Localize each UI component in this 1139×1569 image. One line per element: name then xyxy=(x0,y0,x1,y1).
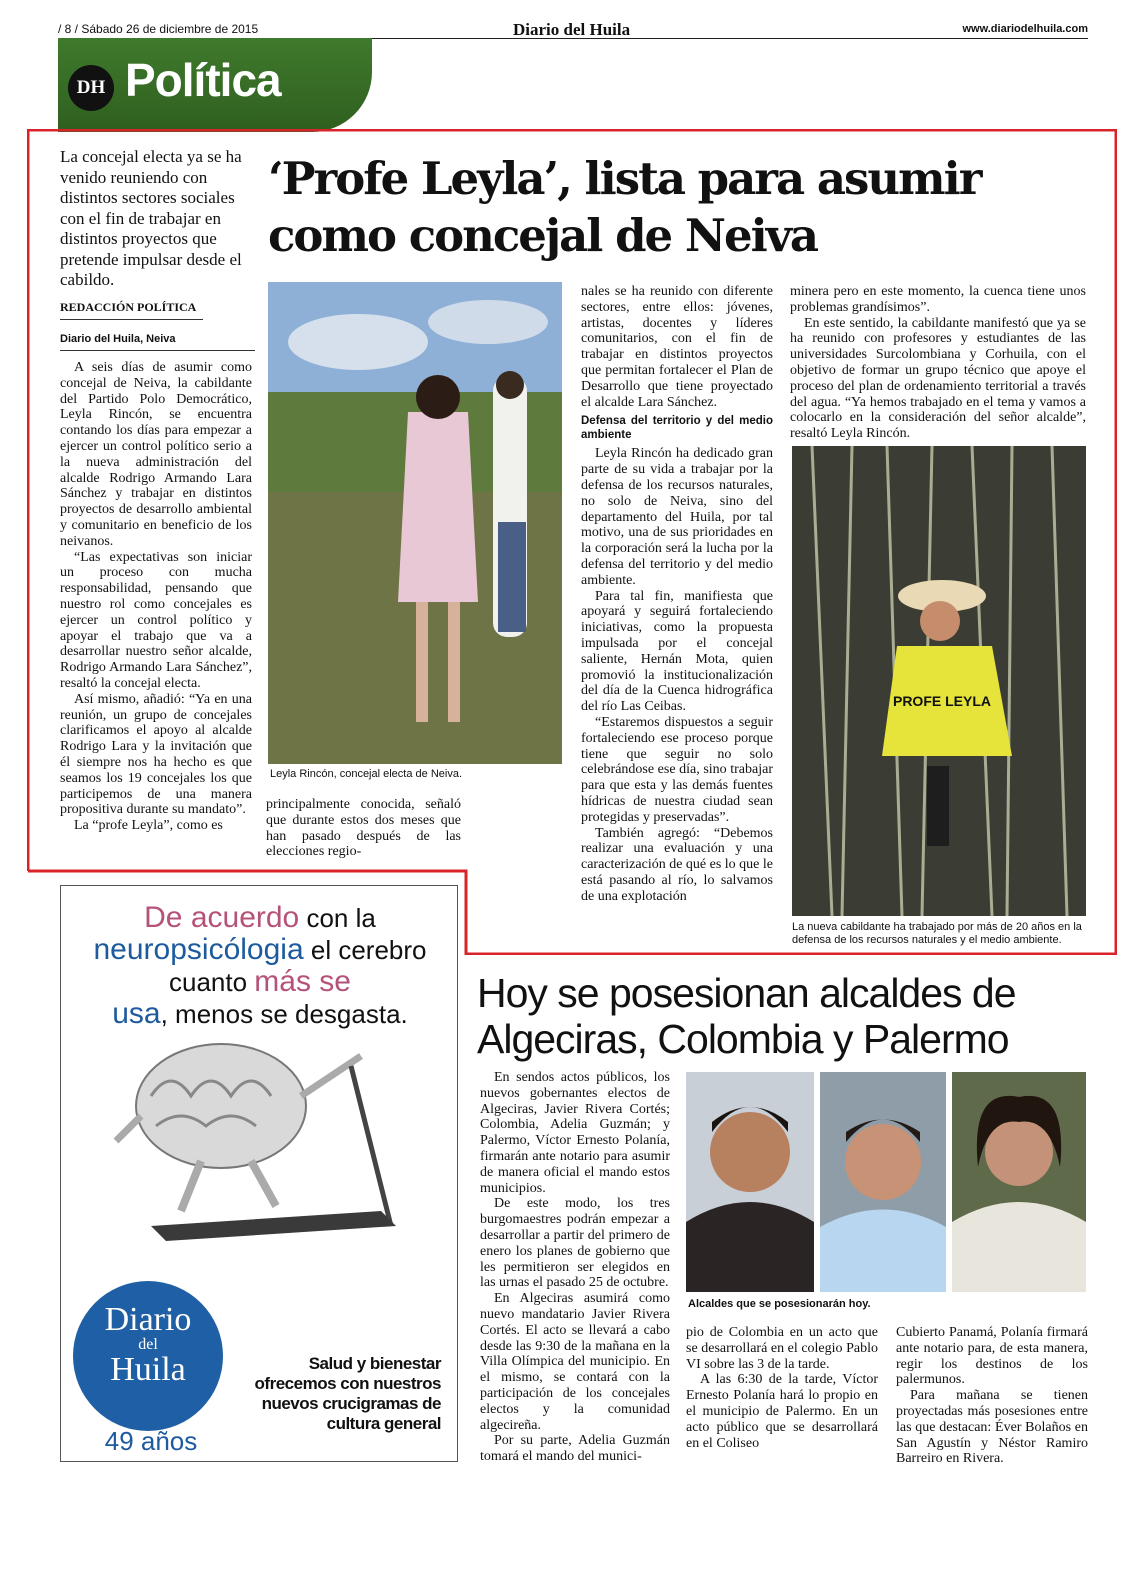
photo-illustration xyxy=(792,446,1086,916)
paragraph: De este modo, los tres burgomaestres podrán empezar a desarrollar a partir del primero de enero los planes de gobierno que les permitieron ser elegidos en las urnas el pasado 25 de octubre. xyxy=(480,1196,670,1291)
mayors-photos xyxy=(686,1072,1086,1292)
dateline: Diario del Huila, Neiva xyxy=(60,333,255,351)
paragraph: Para mañana se tienen proyectadas más posesiones entre las que destacan: Éver Bolaños en San Agustín y Néstor Ramiro Barreiro en Rivera. xyxy=(896,1388,1088,1467)
byline: REDACCIÓN POLÍTICA xyxy=(60,300,203,320)
ad-slogan-part: más se xyxy=(254,965,351,998)
website-link[interactable]: www.diariodelhuila.com xyxy=(962,23,1088,35)
paragraph: “Estaremos dispuestos a seguir fortaleciendo ese proceso porque tiene que seguir no solo celebrándose ese día, sino trabajar para que esta y las demás fuentes hídricas de nuestra ciudad sean protegidas y preservadas”. xyxy=(581,714,773,825)
paragraph: minera pero en este momento, la cuenca tiene unos problemas grandísimos”. xyxy=(790,284,1086,315)
paragraph: Por su parte, Adelia Guzmán tomará el mando del munici- xyxy=(480,1433,670,1465)
photo-illustration xyxy=(268,282,562,764)
ad-logo-line: del xyxy=(138,1336,158,1353)
article-deck: La concejal electa ya se ha venido reuniendo con distintos sectores sociales con el fin de trabajar en distintos proyectos que pretende impulsar desde el cabildo. xyxy=(60,147,242,289)
article2-column-2 xyxy=(686,1325,878,1451)
paragraph: nales se ha reunido con diferente sectores, entre ellos: jóvenes, artistas, docentes y líderes comunitarios, con el fin de trabajar en distintos proyectos que permitan fortalecer el Plan de Desarrollo que tiene proyectado el alcalde Lara Sánchez. xyxy=(581,284,773,410)
ad-tagline: Salud y bienestar ofrecemos con nuestros nuevos crucigramas de cultura general xyxy=(254,1354,441,1433)
article-column-4 xyxy=(790,284,1086,442)
ad-logo-line: Huila xyxy=(110,1351,186,1388)
subheading: Defensa del territorio y del medio ambiente xyxy=(581,415,773,442)
paragraph: En Algeciras asumirá como nuevo mandatario Javier Rivera Cortés. El acto se llevará a cabo desde las 9:30 de la mañana en la Villa Olímpica del municipio. En el mismo, se contará con la participación de los concejales electos y la comunidad algecireña. xyxy=(480,1291,670,1433)
ad-years: 49 años xyxy=(104,1426,198,1456)
paragraph: La “profe Leyla”, como es xyxy=(74,818,223,834)
ad-slogan-part: el cerebro cuanto xyxy=(169,935,427,997)
paragraph: Cubierto Panamá, Polanía firmará ante notario para, de esta manera, regir los destinos de los palermunos. xyxy=(896,1325,1088,1388)
ad-slogan-part: , menos se desgasta. xyxy=(160,999,408,1029)
article2-column-3 xyxy=(896,1325,1088,1467)
ad-slogan xyxy=(61,902,459,1030)
top-bar xyxy=(58,20,1088,39)
paragraph: A las 6:30 de la tarde, Víctor Ernesto Polanía hará lo propio en el municipio de Palermo. En un acto público que se desarrollará en el Coliseo xyxy=(686,1372,878,1451)
photo-caption: Leyla Rincón, concejal electa de Neiva. xyxy=(270,768,463,780)
paragraph: “Las expectativas son iniciar un proceso con mucha responsabilidad, pensando que nuestro rol como concejales es ejercer un control político y apoyar el trabajo que va a desarrollar nuestro señor alcalde, Rodrigo Armando Lara Sánchez”, resaltó la concejal electa. xyxy=(60,549,252,691)
article2-headline: Hoy se posesionan alcaldes de Algeciras, Colombia y Palermo xyxy=(477,970,1016,1062)
article-headline: ‘Profe Leyla’, lista para asumir como concejal de Neiva xyxy=(268,152,981,262)
ad-slogan-part: neuropsicólogia xyxy=(93,933,304,966)
article-column-2 xyxy=(266,797,461,860)
photo-leyla-field xyxy=(792,446,1086,916)
paragraph: A seis días de asumir como concejal de Neiva, la cabildante del Partido Polo Democrático, Leyla Rincón, se encuentra contando los días para empezar a ejercer un control político serio a la nueva administración del alcalde Rodrigo Armando Lara Sánchez y trabajar en distintos proyectos de desarrollo ambiental y comunitario en beneficio de los neivanos. xyxy=(60,360,252,549)
section-title: Política xyxy=(125,54,281,106)
photo-leyla-walking xyxy=(268,282,562,764)
article2-column-1 xyxy=(480,1070,670,1465)
ad-logo-text xyxy=(71,1302,225,1388)
photo-caption: La nueva cabildante ha trabajado por más de 20 años en la defensa de los recursos naturales y el medio ambiente. xyxy=(792,921,1082,946)
shirt-text: PROFE LEYLA xyxy=(892,693,992,709)
ad-slogan-part: De acuerdo xyxy=(144,901,300,934)
paragraph: En sendos actos públicos, los nuevos gobernantes electos de Algeciras, Javier Rivera Cortés; Colombia, Adelia Guzmán; y Palermo, Víctor Ernesto Polanía, firmarán ante notario para asumir de manera oficial el mando estos municipios. xyxy=(480,1070,670,1196)
ad-logo-line: Diario xyxy=(104,1301,192,1338)
brain-treadmill-icon xyxy=(111,1026,411,1256)
ad-slogan-part: usa xyxy=(112,997,161,1030)
paragraph: Para tal fin, manifiesta que apoyará y seguirá fortaleciendo iniciativas, como la propuesta impulsada por el concejal saliente, Hernán Mota, quien promovió la institucionalización del día de la Cuenca hidrográfica del río Las Ceibas. xyxy=(581,588,773,715)
paragraph: Así mismo, añadió: “Ya en una reunión, un grupo de concejales clarificamos el apoyo al alcalde Rodrigo Lara y la invitación que él siempre nos ha hecho es que seamos los 19 concejales los que participemos de una manera propositiva durante su mandato”. xyxy=(60,691,252,818)
paragraph: pio de Colombia en un acto que se desarrollará en el colegio Pablo VI sobre las 3 de la tarde. xyxy=(686,1325,878,1372)
ad-slogan-part: con la xyxy=(299,903,376,933)
paragraph: principalmente conocida, señaló que durante estos dos meses que han pasado después de las elecciones regio- xyxy=(266,797,461,860)
paragraph: También agregó: “Debemos realizar una evaluación y una caracterización de qué es lo que le está pasando al río, lo salvamos de una explotación xyxy=(581,825,774,904)
advertisement[interactable] xyxy=(60,885,458,1462)
paper-name: Diario del Huila xyxy=(513,20,631,39)
article-column-3 xyxy=(581,284,773,904)
paragraph: En este sentido, la cabildante manifestó que ya se ha reunido con profesores y estudiantes de las universidades Surcolombiana y Corhuila, con el objetivo de formar un grupo técnico que apoye el proceso del plan de ordenamiento territorial a través del agua. “Ya hemos trabajado en el tema y vamos a colocarlo en la consideración del señor alcalde”, resaltó Leyla Rincón. xyxy=(790,315,1086,442)
photo-caption: Alcaldes que se posesionarán hoy. xyxy=(688,1298,871,1310)
article-column-1 xyxy=(60,360,252,834)
page-date: / 8 / Sábado 26 de diciembre de 2015 xyxy=(58,22,259,36)
dh-logo-icon: DH xyxy=(68,65,114,111)
mayors-photo-strip xyxy=(686,1072,1086,1292)
paragraph: Leyla Rincón ha dedicado gran parte de su vida a trabajar por la defensa de los recursos naturales, no solo de Neiva, sino del departamento del Huila, por tal motivo, una de sus prioridades en la corporación será la lucha por la defensa del territorio y del medio ambiente. xyxy=(581,446,773,588)
